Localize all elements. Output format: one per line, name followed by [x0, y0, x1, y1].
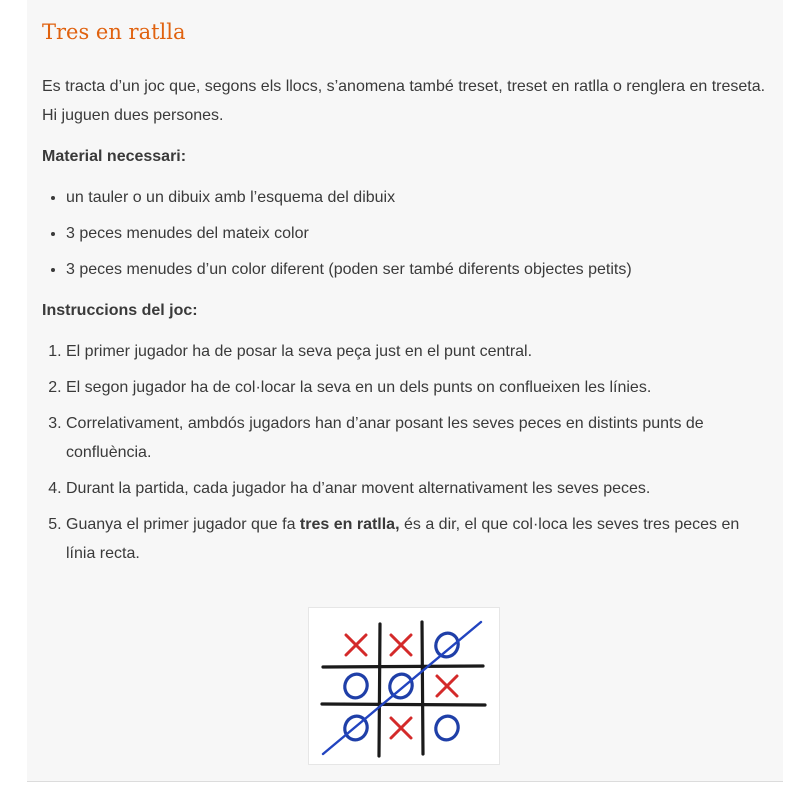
list-item — [66, 510, 772, 568]
x-mark — [391, 718, 411, 738]
step-text-bold: tres en ratlla, — [299, 516, 400, 533]
instructions-heading: Instruccions del joc: — [42, 302, 198, 319]
o-mark — [341, 670, 371, 701]
tic-tac-toe-board — [309, 608, 499, 764]
o-mark — [432, 712, 462, 743]
list-item: 4. Durant la partida, cada jugador ha d’anar movent alternativament les seves peces. — [66, 474, 772, 503]
article-panel — [27, 0, 783, 782]
grid-line — [322, 704, 485, 705]
step-text-before: Guanya el primer jugador que fa — [66, 516, 300, 533]
o-mark — [432, 629, 462, 660]
x-mark — [346, 635, 366, 655]
list-item: 3. Correlativament, ambdós jugadors han d’anar posant les seves peces en distints punts de confluència. — [66, 409, 772, 467]
list-item: • 3 peces menudes del mateix color — [66, 219, 772, 248]
list-item: • 3 peces menudes d’un color diferent (poden ser també diferents objectes petits) — [66, 255, 772, 284]
list-item: 1. El primer jugador ha de posar la seva peça just en el punt central. — [66, 337, 772, 366]
material-heading: Material necessari: — [42, 148, 187, 165]
intro-paragraph: Es tracta d’un joc que, segons els llocs, s’anomena també treset, treset en ratlla o renglera en treseta. Hi juguen dues persones. — [42, 78, 766, 124]
grid-line — [422, 622, 423, 754]
step-text-after: és a dir, el que col·loca les seves tres peces en línia recta. — [66, 516, 740, 562]
x-mark — [437, 676, 457, 696]
list-item: 2. El segon jugador ha de col·locar la seva en un dels punts on conflueixen les línies. — [66, 373, 772, 402]
tic-tac-toe-image — [308, 607, 500, 765]
grid-line — [379, 624, 380, 756]
instructions-list — [42, 337, 772, 568]
list-item: • un tauler o un dibuix amb l’esquema del dibuix — [66, 183, 772, 212]
grid-line — [323, 666, 483, 667]
material-list — [42, 183, 772, 284]
board-marks — [341, 629, 462, 743]
article-content — [42, 72, 772, 575]
x-mark — [391, 635, 411, 655]
page-title: Tres en ratlla — [42, 20, 186, 44]
